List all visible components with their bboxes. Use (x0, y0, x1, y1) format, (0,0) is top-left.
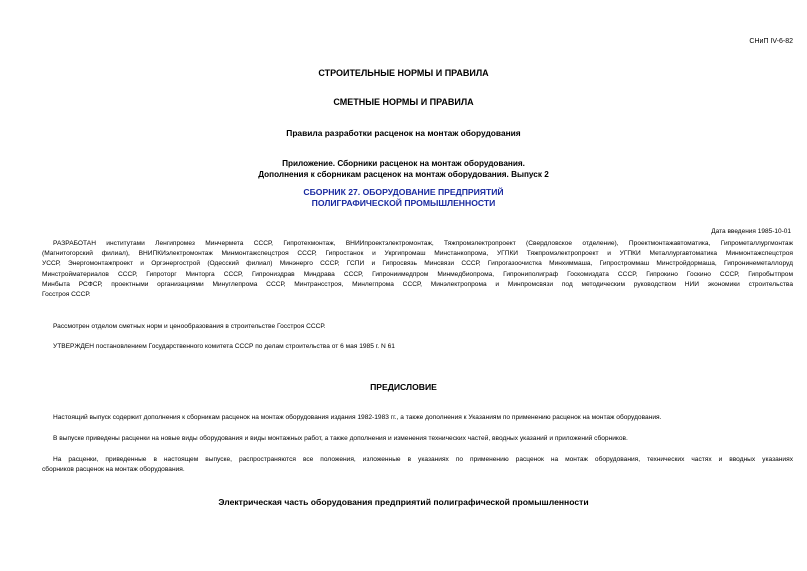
effective-date: Дата введения 1985-10-01 (711, 228, 791, 235)
title-appendix-block (0, 158, 807, 180)
preface-paragraph-2: В выпуске приведены расценки на новые виды оборудования и виды монтажных работ, а также дополнения и изменения технических частей, вводных указаний и приложений сборников. (53, 435, 628, 442)
developed-line-3: УССР, Энергомонтажпроект и Оргэнергострой (Одесский филиал) Минэнерго СССР, ГСПИ и Гипросвязь Минсвязи СССР, Гипрогазоочистка Минхиммаша, Гипростроммаш Минстройдормаша, Гипронинеметаллоруд (42, 260, 793, 268)
title-appendix-line2: Дополнения к сборникам расценок на монтаж оборудования. Выпуск 2 (258, 170, 549, 179)
developed-line-2: (Магнитогорский филиал), ВНИПКИэлектромонтаж Минмонтажспецстроя СССР, Гипростанок и Укргипромаш Минстанкопрома, УГПКИ Тяжпромэлектропроект и УГПКИ Металлургавтоматика Минмонтажспецстроя (42, 250, 793, 258)
section-heading: Электрическая часть оборудования предприятий полиграфической промышленности (218, 497, 589, 507)
preface-paragraph-3-line-2: сборников расценок на монтаж оборудования. (42, 466, 185, 474)
preface-paragraph-3 (42, 455, 793, 475)
developed-line-5: Минбыта РСФСР, проектными организациями Минуглепрома СССР, Минтрансстроя, Минлегпрома СССР, Минэлектропрома и Минпромсвязи под методическим руководством НИИ экономики строительства (42, 280, 793, 288)
developed-by-paragraph (42, 239, 793, 300)
title-appendix-line1: Приложение. Сборники расценок на монтаж оборудования. (282, 159, 525, 168)
approved-by-paragraph: УТВЕРЖДЕН постановлением Государственного комитета СССР по делам строительства от 6 мая 1985 г. N 61 (53, 343, 395, 350)
reviewed-by-paragraph: Рассмотрен отделом сметных норм и ценообразования в строительстве Госстроя СССР. (53, 323, 326, 330)
developed-line-1: РАЗРАБОТАН институтами Ленгипромез Минчермета СССР, Гипротехмонтаж, ВНИИпроектэлектромонтаж, Тяжпромэлектропроект (Свердловское отделение), Проектмонтажавтоматика, Гипрометаллургмонтаж (53, 240, 793, 247)
developed-line-6: Госстроя СССР. (42, 291, 91, 299)
title-pricing-rules: Правила разработки расценок на монтаж оборудования (286, 128, 521, 138)
preface-paragraph-1: Настоящий выпуск содержит дополнения к сборникам расценок на монтаж оборудования издания 1982-1983 гг., а также дополнения к Указаниям по применению расценок на монтаж оборудования. (53, 414, 662, 421)
title-construction-norms: СТРОИТЕЛЬНЫЕ НОРМЫ И ПРАВИЛА (318, 68, 489, 78)
preface-paragraph-3-line-1: На расценки, приведенные в настоящем выпуске, распространяются все положения, изложенные в указаниях по применению расценок на монтаж оборудования, технических частях и вводных указаниях (53, 456, 793, 463)
preface-heading: ПРЕДИСЛОВИЕ (370, 382, 437, 392)
developed-line-4: Минстройматериалов СССР, Гипроторг Минторга СССР, Гипрониздрав Миндрава СССР, Гипрониимедпром Минмедбиопрома, Гипрониполиграф Госкомиздата СССР, Гипрокино Госкино СССР, Гипробытпром (42, 270, 793, 278)
collection-title-line1: СБОРНИК 27. ОБОРУДОВАНИЕ ПРЕДПРИЯТИЙ (303, 187, 504, 197)
document-code: СНиП IV-6-82 (749, 38, 793, 45)
collection-title-line2: ПОЛИГРАФИЧЕСКОЙ ПРОМЫШЛЕННОСТИ (311, 198, 496, 208)
title-estimate-norms: СМЕТНЫЕ НОРМЫ И ПРАВИЛА (333, 97, 474, 107)
collection-title-block (0, 187, 807, 209)
